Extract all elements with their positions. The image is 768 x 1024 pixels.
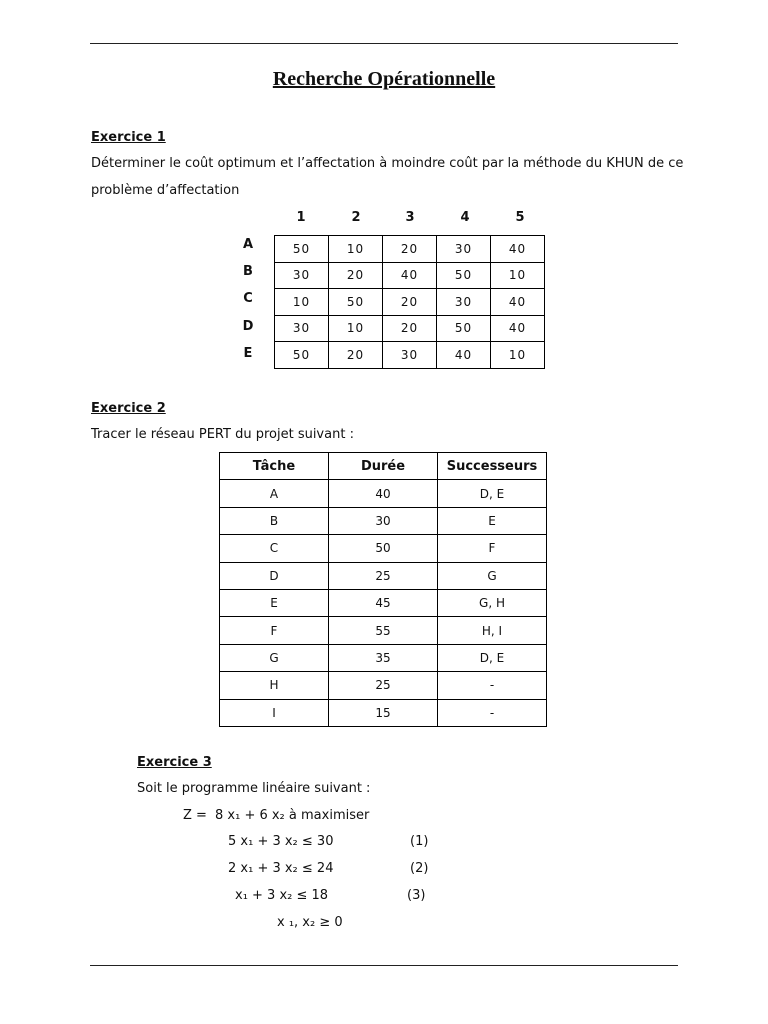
task-cell: D <box>220 562 329 589</box>
page-title: Recherche Opérationnelle <box>272 68 496 90</box>
ex1-col-header: 2 <box>351 210 361 225</box>
column-header-successors: Successeurs <box>438 453 547 480</box>
table-cell: 10 <box>491 262 545 289</box>
constraint-expression: 5 x₁ + 3 x₂ ≤ 30 <box>228 834 334 849</box>
successors-cell: G <box>438 562 547 589</box>
successors-cell: - <box>438 699 547 726</box>
table-cell: 30 <box>437 236 491 263</box>
table-row <box>220 535 547 562</box>
duration-cell: 45 <box>329 589 438 616</box>
column-header-duration: Durée <box>329 453 438 480</box>
successors-cell: G, H <box>438 589 547 616</box>
ex2-text: Tracer le réseau PERT du projet suivant : <box>91 427 354 442</box>
table-row <box>220 507 547 534</box>
table-cell: 50 <box>329 289 383 316</box>
table-row <box>220 672 547 699</box>
table-cell: 40 <box>491 315 545 342</box>
table-cell: 40 <box>437 342 491 369</box>
constraint-number: (1) <box>410 834 429 849</box>
ex1-col-header: 3 <box>405 210 415 225</box>
successors-cell: F <box>438 535 547 562</box>
table-row <box>275 236 545 263</box>
ex1-col-header: 1 <box>296 210 306 225</box>
ex2-heading: Exercice 2 <box>91 401 166 416</box>
column-header-task: Tâche <box>220 453 329 480</box>
top-rule <box>90 43 678 44</box>
table-cell: 50 <box>275 236 329 263</box>
ex1-col-header: 5 <box>515 210 525 225</box>
table-cell: 10 <box>329 236 383 263</box>
table-cell: 50 <box>437 315 491 342</box>
duration-cell: 25 <box>329 562 438 589</box>
constraint-number: (2) <box>410 861 429 876</box>
task-cell: I <box>220 699 329 726</box>
duration-cell: 15 <box>329 699 438 726</box>
task-cell: A <box>220 480 329 507</box>
table-row <box>220 699 547 726</box>
duration-cell: 55 <box>329 617 438 644</box>
constraint-expression: x₁ + 3 x₂ ≤ 18 <box>235 888 329 903</box>
table-cell: 20 <box>383 289 437 316</box>
table-cell: 50 <box>437 262 491 289</box>
ex3-heading: Exercice 3 <box>137 755 212 770</box>
table-cell: 40 <box>491 236 545 263</box>
duration-cell: 30 <box>329 507 438 534</box>
successors-cell: - <box>438 672 547 699</box>
table-cell: 30 <box>275 315 329 342</box>
table-row <box>275 289 545 316</box>
duration-cell: 35 <box>329 644 438 671</box>
task-cell: E <box>220 589 329 616</box>
task-cell: G <box>220 644 329 671</box>
duration-cell: 50 <box>329 535 438 562</box>
constraint-number: (3) <box>407 888 426 903</box>
task-cell: F <box>220 617 329 644</box>
table-cell: 20 <box>329 342 383 369</box>
assignment-cost-table <box>274 235 545 369</box>
ex1-text-line1: Déterminer le coût optimum et l’affectation à moindre coût par la méthode du KHUN de ce <box>91 156 684 171</box>
table-row <box>220 617 547 644</box>
ex1-row-label: E <box>243 346 253 361</box>
objective-label: Z = <box>183 808 207 823</box>
ex1-row-label: B <box>243 264 253 279</box>
table-cell: 20 <box>329 262 383 289</box>
successors-cell: H, I <box>438 617 547 644</box>
constraint-expression: 2 x₁ + 3 x₂ ≤ 24 <box>228 861 334 876</box>
non-negativity-constraint: x ₁, x₂ ≥ 0 <box>277 915 343 930</box>
successors-cell: D, E <box>438 480 547 507</box>
bottom-rule <box>90 965 678 966</box>
duration-cell: 40 <box>329 480 438 507</box>
table-cell: 10 <box>491 342 545 369</box>
ex1-col-header: 4 <box>460 210 470 225</box>
table-cell: 30 <box>437 289 491 316</box>
objective-function: 8 x₁ + 6 x₂ à maximiser <box>215 808 370 823</box>
table-row <box>220 589 547 616</box>
table-cell: 10 <box>275 289 329 316</box>
task-cell: H <box>220 672 329 699</box>
table-row <box>275 342 545 369</box>
table-cell: 40 <box>383 262 437 289</box>
duration-cell: 25 <box>329 672 438 699</box>
task-cell: B <box>220 507 329 534</box>
pert-task-table <box>219 452 547 727</box>
ex1-row-label: C <box>243 291 253 306</box>
table-cell: 30 <box>383 342 437 369</box>
task-cell: C <box>220 535 329 562</box>
table-header-row <box>220 453 547 480</box>
table-row <box>220 644 547 671</box>
table-cell: 30 <box>275 262 329 289</box>
table-cell: 20 <box>383 236 437 263</box>
table-cell: 20 <box>383 315 437 342</box>
table-cell: 50 <box>275 342 329 369</box>
ex1-heading: Exercice 1 <box>91 130 166 145</box>
ex3-text: Soit le programme linéaire suivant : <box>137 781 371 796</box>
successors-cell: E <box>438 507 547 534</box>
table-row <box>275 262 545 289</box>
ex1-row-label: A <box>242 237 254 252</box>
table-row <box>275 315 545 342</box>
ex1-text-line2: problème d’affectation <box>91 183 240 198</box>
table-row <box>220 480 547 507</box>
table-cell: 40 <box>491 289 545 316</box>
table-row <box>220 562 547 589</box>
table-cell: 10 <box>329 315 383 342</box>
successors-cell: D, E <box>438 644 547 671</box>
ex1-row-label: D <box>242 319 254 334</box>
